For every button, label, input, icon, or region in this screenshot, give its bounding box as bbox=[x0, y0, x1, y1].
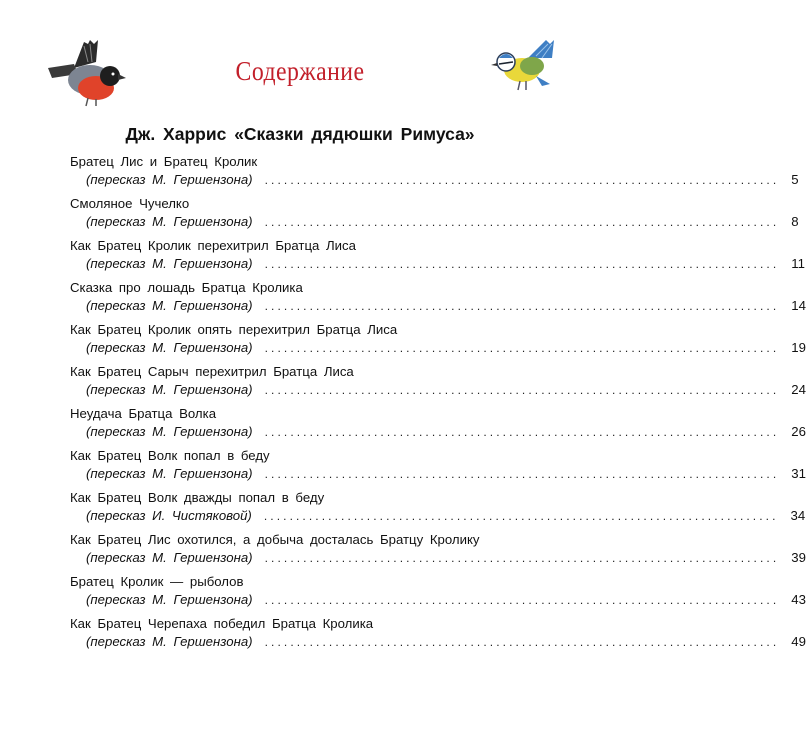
entry-title: Братец Кролик — рыболов bbox=[70, 574, 244, 589]
page-number: 24 bbox=[791, 382, 806, 397]
dot-leader: ................................................................................ bbox=[264, 215, 780, 229]
page-number: 43 bbox=[791, 592, 806, 607]
entry-title: Неудача Братца Волка bbox=[70, 406, 217, 421]
dot-leader: ................................................................................ bbox=[264, 593, 780, 607]
entry-title: Как Братец Волк попал в беду bbox=[70, 448, 270, 463]
entry-subtitle: (пересказ М. Гершензона) bbox=[86, 256, 253, 271]
toc-entry[interactable] bbox=[70, 150, 799, 192]
toc-entry[interactable] bbox=[70, 444, 806, 486]
entry-subtitle: (пересказ М. Гершензона) bbox=[86, 466, 253, 481]
toc-entry[interactable] bbox=[70, 612, 806, 654]
page-number: 14 bbox=[791, 298, 806, 313]
page-number: 39 bbox=[791, 550, 806, 565]
entry-title: Сказка про лошадь Братца Кролика bbox=[70, 280, 303, 295]
dot-leader: ................................................................................ bbox=[264, 551, 780, 565]
dot-leader: ................................................................................ bbox=[263, 509, 779, 523]
dot-leader: ................................................................................ bbox=[264, 383, 780, 397]
dot-leader: ................................................................................ bbox=[264, 467, 780, 481]
page-number: 34 bbox=[790, 508, 806, 523]
toc-entry[interactable] bbox=[70, 486, 806, 528]
dot-leader: ................................................................................ bbox=[264, 299, 780, 313]
toc-entry[interactable] bbox=[70, 570, 806, 612]
page-number: 19 bbox=[791, 340, 806, 355]
toc-entry[interactable] bbox=[70, 318, 806, 360]
dot-leader: ................................................................................ bbox=[264, 635, 780, 649]
page-number: 8 bbox=[791, 214, 799, 229]
table-of-contents bbox=[70, 150, 806, 654]
page-title: Содержание bbox=[235, 56, 365, 86]
entry-subtitle: (пересказ И. Чистяковой) bbox=[86, 508, 252, 523]
dot-leader: ................................................................................ bbox=[264, 341, 780, 355]
toc-entry[interactable] bbox=[70, 360, 806, 402]
toc-entry[interactable] bbox=[70, 192, 799, 234]
entry-subtitle: (пересказ М. Гершензона) bbox=[86, 382, 253, 397]
entry-title: Как Братец Черепаха победил Братца Кролика bbox=[70, 616, 374, 631]
entry-title: Как Братец Волк дважды попал в беду bbox=[70, 490, 325, 505]
entry-subtitle: (пересказ М. Гершензона) bbox=[86, 592, 253, 607]
entry-title: Как Братец Кролик опять перехитрил Братца Лиса bbox=[70, 322, 398, 337]
toc-entry[interactable] bbox=[70, 528, 806, 570]
entry-subtitle: (пересказ М. Гершензона) bbox=[86, 550, 253, 565]
dot-leader: ................................................................................ bbox=[264, 173, 780, 187]
page-number: 26 bbox=[791, 424, 806, 439]
dot-leader: ................................................................................ bbox=[264, 425, 780, 439]
entry-subtitle: (пересказ М. Гершензона) bbox=[86, 634, 253, 649]
entry-title: Как Братец Сарыч перехитрил Братца Лиса bbox=[70, 364, 354, 379]
entry-title: Как Братец Кролик перехитрил Братца Лиса bbox=[70, 238, 356, 253]
toc-entry[interactable] bbox=[70, 402, 806, 444]
toc-entry[interactable] bbox=[70, 276, 806, 318]
page-number: 11 bbox=[791, 256, 805, 271]
entry-subtitle: (пересказ М. Гершензона) bbox=[86, 214, 253, 229]
toc-entry[interactable] bbox=[70, 234, 805, 276]
entry-subtitle: (пересказ М. Гершензона) bbox=[86, 340, 253, 355]
entry-subtitle: (пересказ М. Гершензона) bbox=[86, 424, 253, 439]
entry-title: Как Братец Лис охотился, а добыча досталась Братцу Кролику bbox=[70, 532, 480, 547]
entry-subtitle: (пересказ М. Гершензона) bbox=[86, 172, 253, 187]
book-title: Дж. Харрис «Сказки дядюшки Римуса» bbox=[125, 124, 475, 144]
page-number: 49 bbox=[791, 634, 806, 649]
page-number: 5 bbox=[791, 172, 799, 187]
entry-subtitle: (пересказ М. Гершензона) bbox=[86, 298, 253, 313]
entry-title: Братец Лис и Братец Кролик bbox=[70, 154, 258, 169]
dot-leader: ................................................................................ bbox=[264, 257, 780, 271]
entry-title: Смоляное Чучелко bbox=[70, 196, 190, 211]
page-number: 31 bbox=[791, 466, 806, 481]
